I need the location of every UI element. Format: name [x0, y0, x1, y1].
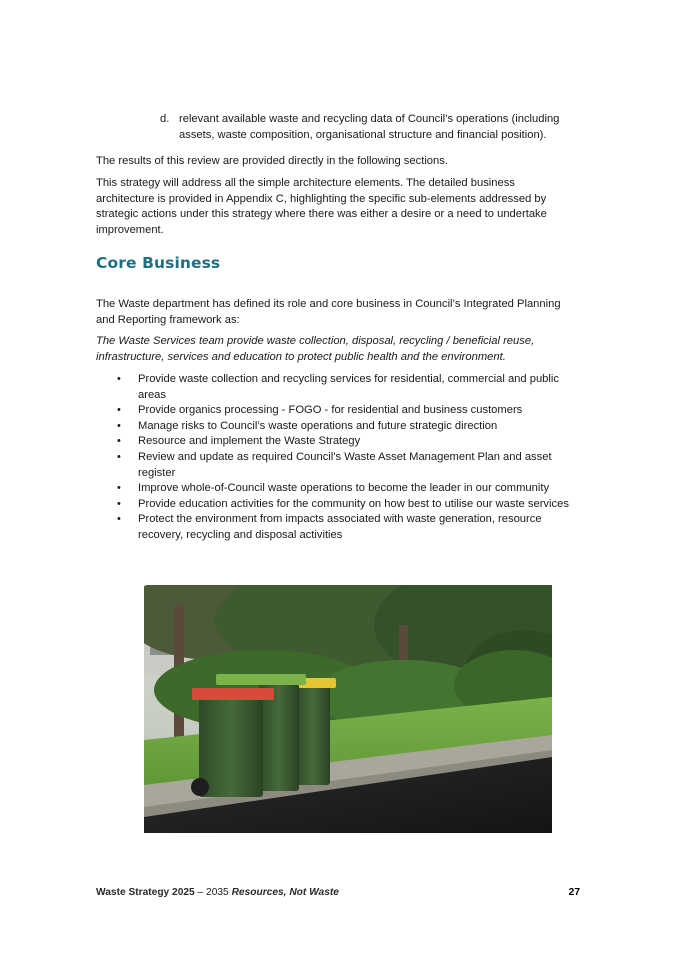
bullet-icon: •	[117, 497, 121, 510]
bullet-icon: •	[117, 482, 121, 495]
list-item-text: relevant available waste and recycling data of Council’s operations (including assets, waste composition, organisational structure and financial position).	[179, 113, 560, 141]
bullet-icon: •	[117, 513, 121, 526]
wheelie-bins-photo	[144, 585, 552, 833]
bin-red-lid	[191, 688, 274, 797]
page-number: 27	[568, 887, 580, 898]
bullet-icon: •	[117, 373, 121, 385]
list-item: • Manage risks to Council’s waste operations and future strategic direction	[96, 419, 576, 435]
list-item: • Review and update as required Council’s Waste Asset Management Plan and asset register	[117, 450, 552, 479]
strategy-paragraph: This strategy will address all the simple architecture elements. The detailed business architecture is provided in Appendix C, highlighting the specific sub-elements addressed by strategic actions under this strategy where there was either a desire or a need to undertake improvement.	[96, 177, 547, 236]
list-item: • Provide education activities for the community on how best to utilise our waste services	[96, 497, 576, 513]
results-paragraph: The results of this review are provided directly in the following sections.	[96, 155, 448, 167]
list-item: • Resource and implement the Waste Strategy	[96, 434, 576, 450]
core-business-list	[96, 372, 576, 544]
bullet-icon: •	[117, 450, 121, 463]
core-business-statement: The Waste Services team provide waste collection, disposal, recycling / beneficial reuse, infrastructure, services and education to protect public health and the environment.	[96, 335, 535, 363]
list-marker: d.	[160, 113, 170, 125]
list-item: • Protect the environment from impacts associated with waste generation, resource recovery, recycling and disposal activities	[117, 513, 542, 541]
bullet-icon: •	[117, 419, 121, 432]
core-business-intro: The Waste department has defined its role and core business in Council’s Integrated Planning and Reporting framework as:	[96, 298, 561, 326]
list-item: • Provide waste collection and recycling services for residential, commercial and public areas	[117, 373, 559, 401]
bullet-icon: •	[117, 435, 121, 448]
footer-title: Waste Strategy 2025 – 2035 Resources, Not Waste	[96, 887, 339, 898]
bullet-icon: •	[117, 404, 121, 417]
page-footer	[96, 887, 580, 903]
list-item: • Improve whole-of-Council waste operations to become the leader in our community	[96, 481, 576, 497]
list-item: • Provide organics processing - FOGO - for residential and business customers	[96, 403, 576, 419]
list-item-d	[160, 112, 580, 143]
section-heading: Core Business	[96, 254, 221, 272]
